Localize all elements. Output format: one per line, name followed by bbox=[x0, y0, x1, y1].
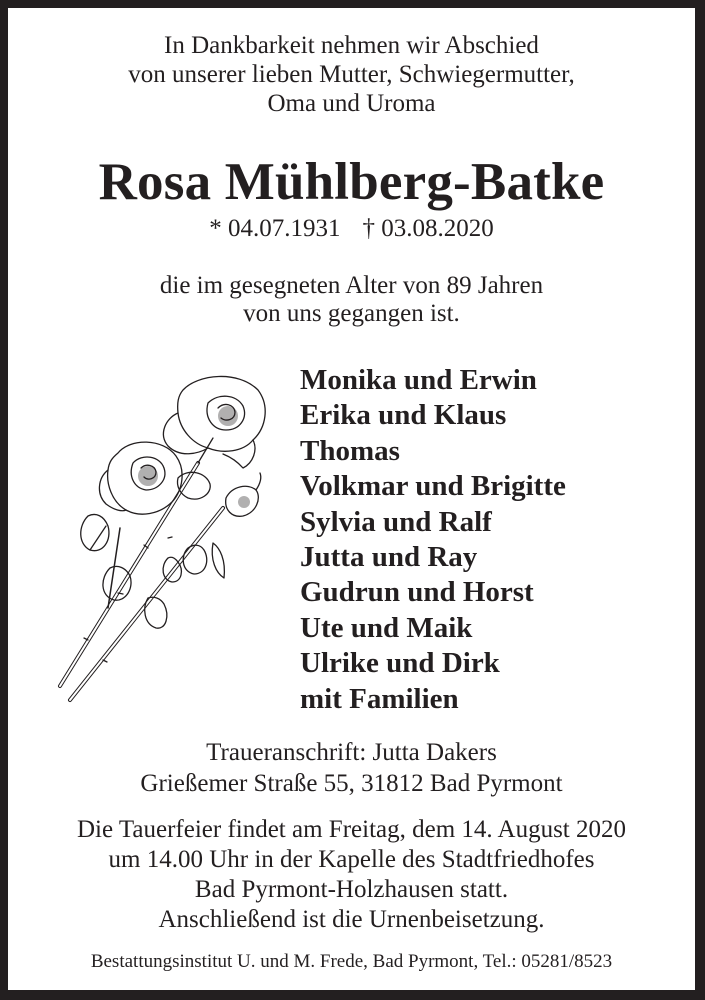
age-line: die im gesegneten Alter von 89 Jahren bbox=[159, 272, 544, 299]
age-text bbox=[8, 272, 695, 328]
death-date: † 03.08.2020 bbox=[362, 215, 494, 242]
mourner-item: Gudrun und Horst bbox=[300, 576, 534, 609]
service-line: Die Tauerfeier findet am Freitag, dem 14. August 2020 bbox=[76, 816, 627, 843]
intro-line: Oma und Uroma bbox=[267, 90, 436, 117]
mourner-item: mit Familien bbox=[300, 682, 459, 715]
funeral-service-info bbox=[8, 815, 695, 935]
mourner-item: Ulrike und Dirk bbox=[300, 647, 500, 680]
address-line: Grießemer Straße 55, 31812 Bad Pyrmont bbox=[140, 770, 563, 797]
service-line: Anschließend ist die Urnenbeisetzung. bbox=[158, 906, 545, 933]
rose-icon bbox=[48, 368, 273, 708]
birth-date: * 04.07.1931 bbox=[209, 215, 341, 242]
funeral-home-footer: Bestattungsinstitut U. und M. Frede, Bad Pyrmont, Tel.: 05281/8523 bbox=[90, 951, 613, 972]
mourner-item: Ute und Maik bbox=[300, 611, 473, 644]
age-line: von uns gegangen ist. bbox=[243, 300, 460, 327]
intro-line: In Dankbarkeit nehmen wir Abschied bbox=[164, 32, 539, 59]
service-line: um 14.00 Uhr in der Kapelle des Stadtfriedhofes bbox=[108, 846, 595, 873]
service-line: Bad Pyrmont-Holzhausen statt. bbox=[194, 876, 509, 903]
mourner-item: Monika und Erwin bbox=[300, 364, 537, 396]
deceased-name: Rosa Mühlberg-Batke bbox=[98, 153, 605, 211]
intro-line: von unserer lieben Mutter, Schwiegermutter, bbox=[128, 61, 575, 88]
mourner-item: Sylvia und Ralf bbox=[300, 505, 492, 538]
mourner-item: Thomas bbox=[300, 434, 400, 467]
mourners-list bbox=[300, 363, 566, 717]
mourner-item: Volkmar und Brigitte bbox=[300, 470, 566, 503]
mourner-item: Jutta und Ray bbox=[300, 540, 478, 573]
life-dates bbox=[8, 214, 695, 244]
mourner-item: Erika und Klaus bbox=[300, 399, 507, 432]
mourning-address bbox=[8, 737, 695, 799]
address-line: Traueranschrift: Jutta Dakers bbox=[206, 739, 497, 766]
intro-text bbox=[8, 31, 695, 118]
obituary-notice bbox=[8, 8, 695, 990]
